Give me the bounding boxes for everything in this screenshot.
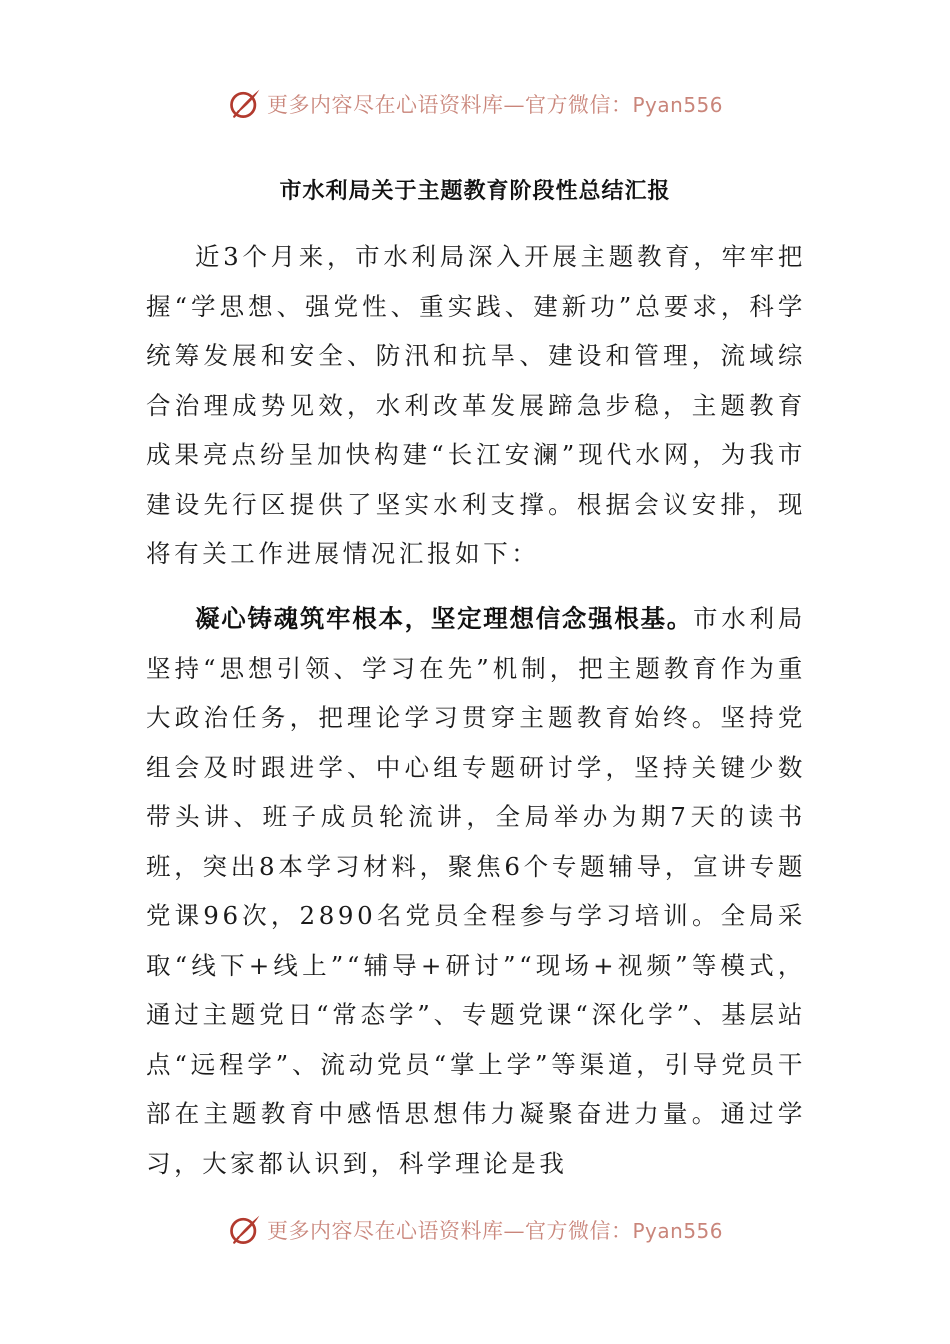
document-title: 市水利局关于主题教育阶段性总结汇报 [279, 179, 671, 204]
footer-wechat-id: Pyan556 [632, 1219, 723, 1243]
section-1-heading: 凝心铸魂筑牢根本，坚定理想信念强根基。 [195, 604, 693, 633]
footer-banner [0, 1208, 950, 1252]
quill-pen-logo-icon [227, 1212, 263, 1248]
header-wechat-id: Pyan556 [632, 93, 723, 117]
header-banner-text: 更多内容尽在心语资料库—官方微信：Pyan556 [266, 93, 723, 117]
section-1-body: 市水利局坚持“思想引领、学习在先”机制，把主题教育作为重大政治任务，把理论学习贯穿主题教育始终。坚持党组会及时跟进学、中心组专题研讨学，坚持关键少数带头讲、班子成员轮流讲，全局举办为期7天的读书班，突出8本学习材料，聚焦6个专题辅导，宣讲专题党课96次，2890名党员全程参与学习培训。全局采取“线下+线上”“辅导+研讨”“现场+视频”等模式，通过主题党日“常态学”、专题党课“深化学”、基层站点“远程学”、流动党员“掌上学”等渠道，引导党员干部在主题教育中感悟思想伟力凝聚奋进力量。通过学习，大家都认识到，科学理论是我 [146, 604, 806, 1178]
paragraph-intro: 近3个月来，市水利局深入开展主题教育，牢牢把握“学思想、强党性、重实践、建新功”总要求，科学统筹发展和安全、防汛和抗旱、建设和管理，流域综合治理成势见效，水利改革发展蹄急步稳，主题教育成果亮点纷呈加快构建“长江安澜”现代水网，为我市建设先行区提供了坚实水利支撑。根据会议安排，现将有关工作进展情况汇报如下： [146, 242, 806, 568]
header-banner [0, 82, 950, 126]
quill-pen-logo-icon [227, 86, 263, 122]
footer-banner-text: 更多内容尽在心语资料库—官方微信：Pyan556 [266, 1219, 723, 1243]
paragraph-section-1 [146, 594, 806, 1188]
